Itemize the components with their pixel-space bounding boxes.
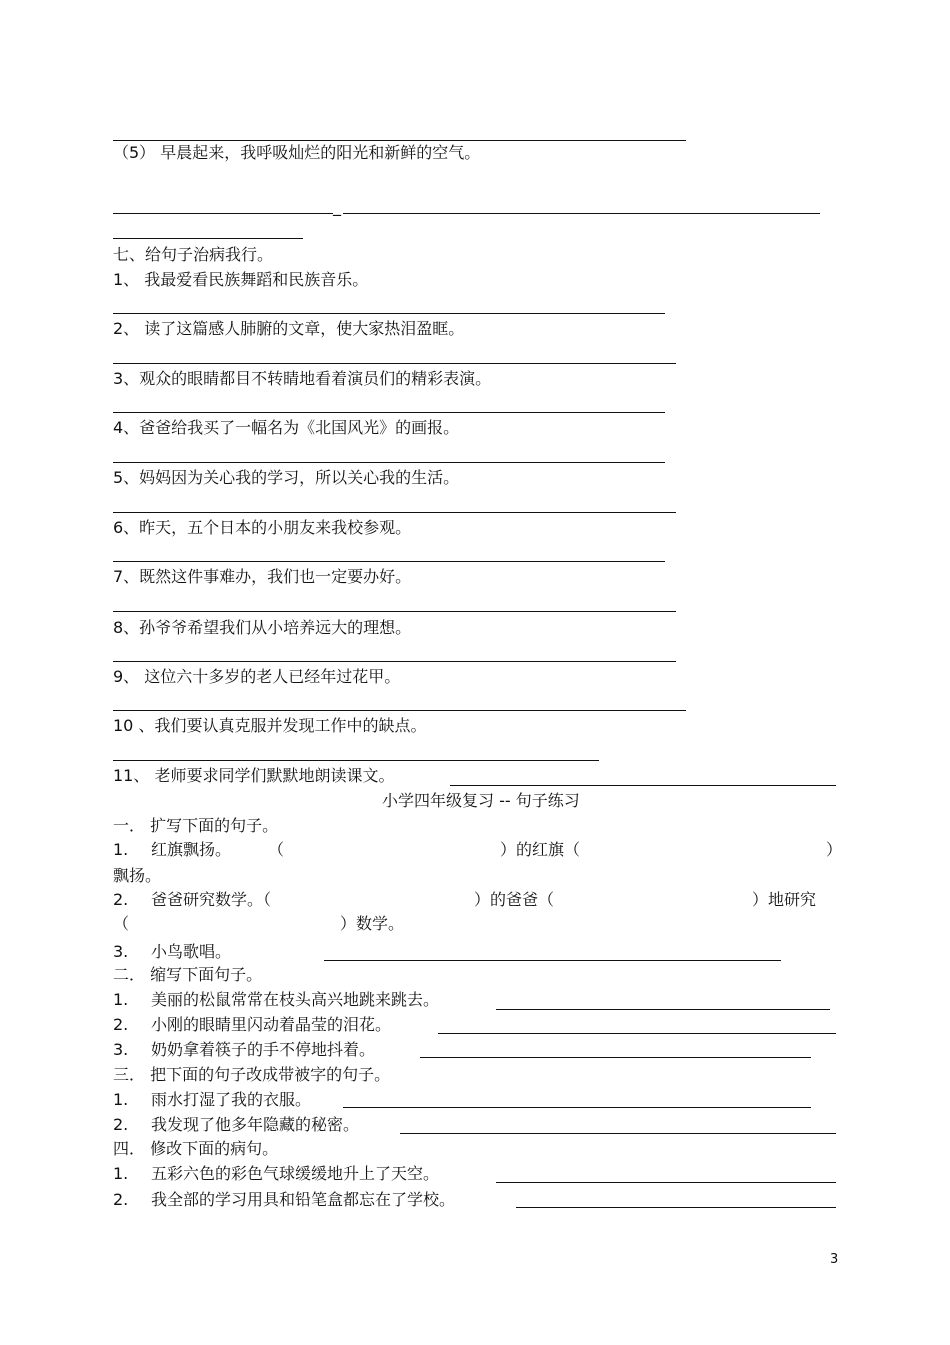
- q1-number: 1.: [113, 840, 129, 859]
- q1-close-paren: ）: [826, 840, 843, 859]
- p2-q2-text: 小刚的眼睛里闪动着晶莹的泪花。: [151, 1015, 392, 1034]
- p4-q1-text: 五彩六色的彩色气球缓缓地升上了天空。: [151, 1164, 440, 1183]
- sick-sentence-9: 9、 这位六十多岁的老人已经年过花甲。: [113, 667, 401, 686]
- part-1-heading: 一． 扩写下面的句子。: [113, 816, 279, 835]
- answer-line[interactable]: [496, 1182, 836, 1183]
- p4-q2-text: 我全部的学习用具和铅笔盒都忘在了学校。: [151, 1190, 456, 1209]
- answer-line[interactable]: [113, 238, 303, 239]
- q2-tail: ）数学。: [340, 914, 405, 933]
- answer-line[interactable]: [113, 561, 665, 562]
- part-3-heading: 三． 把下面的句子改成带被字的句子。: [113, 1065, 391, 1084]
- p3-q1-number: 1.: [113, 1090, 129, 1109]
- q2-mid: ）的爸爸（: [474, 890, 555, 909]
- sick-sentence-1: 1、 我最爱看民族舞蹈和民族音乐。: [113, 270, 369, 289]
- answer-line[interactable]: [113, 760, 599, 761]
- answer-line[interactable]: [343, 213, 820, 214]
- answer-line[interactable]: [113, 412, 665, 413]
- answer-line[interactable]: [496, 1009, 830, 1010]
- answer-line[interactable]: [113, 363, 676, 364]
- section-title: 七、给句子治病我行。: [113, 245, 274, 264]
- part-4-heading: 四． 修改下面的病句。: [113, 1139, 279, 1158]
- q1-tail: 飘扬。: [113, 866, 162, 885]
- answer-line[interactable]: [113, 213, 333, 214]
- answer-line[interactable]: [400, 1133, 836, 1134]
- q1-text: 红旗飘扬。: [151, 840, 232, 859]
- answer-line[interactable]: [113, 710, 686, 711]
- sick-sentence-8: 8、孙爷爷希望我们从小培养远大的理想。: [113, 618, 412, 637]
- sick-sentence-6: 6、昨天，五个日本的小朋友来我校参观。: [113, 518, 412, 537]
- answer-line[interactable]: [324, 960, 781, 961]
- p3-q2-number: 2.: [113, 1115, 129, 1134]
- q3-number: 3.: [113, 942, 129, 961]
- p4-q2-number: 2.: [113, 1190, 129, 1209]
- worksheet-title: 小学四年级复习 -- 句子练习: [382, 791, 580, 810]
- sick-sentence-2: 2、 读了这篇感人肺腑的文章，使大家热泪盈眶。: [113, 319, 465, 338]
- p3-q2-text: 我发现了他多年隐藏的秘密。: [151, 1115, 360, 1134]
- sick-sentence-11: 11、 老师要求同学们默默地朗读课文。: [113, 766, 395, 785]
- answer-line[interactable]: [113, 462, 665, 463]
- answer-line[interactable]: [113, 512, 676, 513]
- p2-q1-text: 美丽的松鼠常常在枝头高兴地跳来跳去。: [151, 990, 440, 1009]
- sick-sentence-3: 3、观众的眼睛都目不转睛地看着演员们的精彩表演。: [113, 369, 492, 388]
- q2-text: 爸爸研究数学。（: [151, 890, 272, 909]
- part-2-heading: 二． 缩写下面句子。: [113, 965, 263, 984]
- p3-q1-text: 雨水打湿了我的衣服。: [151, 1090, 312, 1109]
- p2-q3-text: 奶奶拿着筷子的手不停地抖着。: [151, 1040, 376, 1059]
- answer-line[interactable]: [450, 785, 836, 786]
- q2-open-paren: （: [113, 914, 130, 933]
- answer-line[interactable]: [438, 1033, 836, 1034]
- p2-q1-number: 1.: [113, 990, 129, 1009]
- q1-open-paren: （: [268, 840, 285, 859]
- answer-line[interactable]: [343, 1107, 811, 1108]
- answer-line[interactable]: [113, 661, 676, 662]
- answer-line[interactable]: [113, 140, 686, 141]
- q3-text: 小鸟歌唱。: [151, 942, 232, 961]
- answer-line[interactable]: [113, 313, 665, 314]
- answer-line[interactable]: [113, 611, 676, 612]
- p2-q3-number: 3.: [113, 1040, 129, 1059]
- sick-sentence-5: 5、妈妈因为关心我的学习，所以关心我的生活。: [113, 468, 460, 487]
- page-number: 3: [830, 1252, 839, 1267]
- question-5: （5） 早晨起来，我呼吸灿烂的阳光和新鲜的空气。: [113, 143, 481, 162]
- p2-q2-number: 2.: [113, 1015, 129, 1034]
- q2-end: ）地研究: [752, 890, 817, 909]
- sick-sentence-4: 4、爸爸给我买了一幅名为《北国风光》的画报。: [113, 418, 460, 437]
- underscore-mark: _: [333, 197, 341, 216]
- sick-sentence-10: 10 、我们要认真克服并发现工作中的缺点。: [113, 716, 427, 735]
- answer-line[interactable]: [420, 1057, 811, 1058]
- p4-q1-number: 1.: [113, 1164, 129, 1183]
- q1-mid: ）的红旗（: [500, 840, 581, 859]
- sick-sentence-7: 7、既然这件事难办，我们也一定要办好。: [113, 567, 412, 586]
- answer-line[interactable]: [516, 1207, 836, 1208]
- q2-number: 2.: [113, 890, 129, 909]
